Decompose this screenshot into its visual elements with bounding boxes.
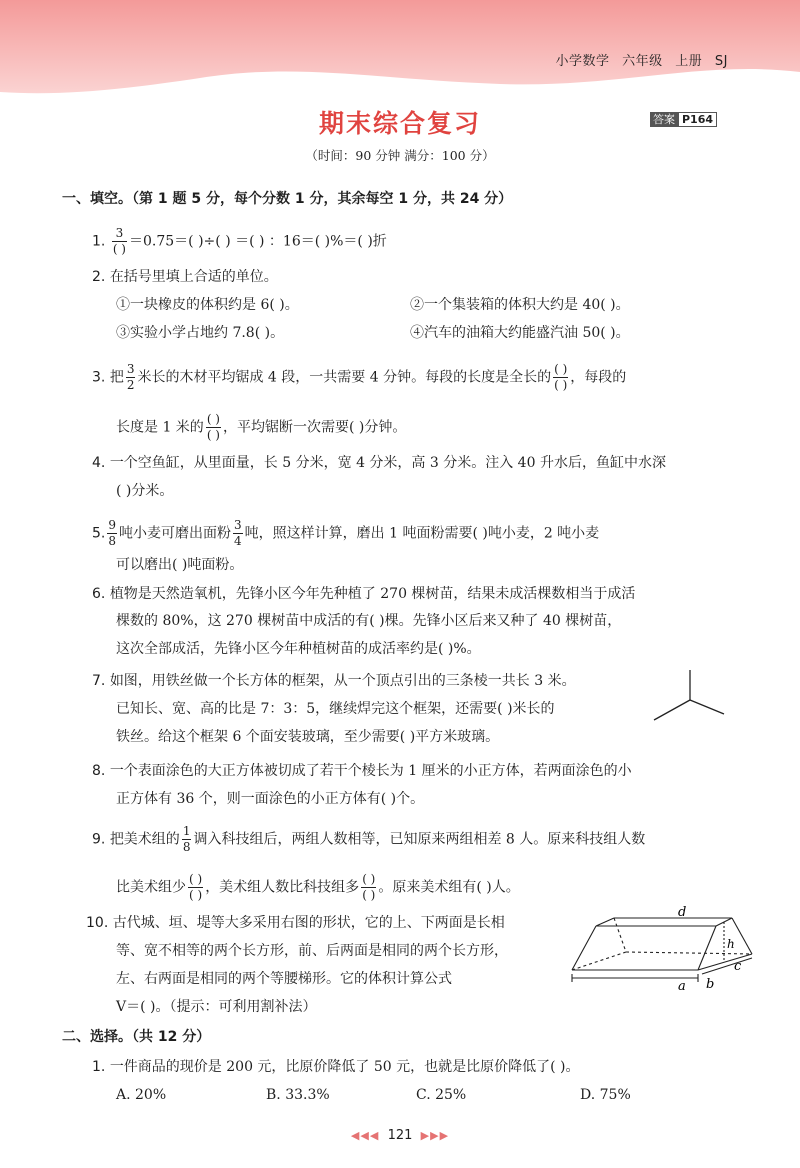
q3-text: 米长的木材平均锯成 4 段，一共需要 4 分钟。每段的长度是全长的 — [137, 369, 552, 386]
question-6-line3: 这次全部成活，先锋小区今年种植树苗的成活率约是( )%。 — [116, 641, 481, 657]
page-number: 121 — [387, 1128, 413, 1143]
q4-line1: 一个空鱼缸，从里面量，长 5 分米，宽 4 分米，高 3 分米。注入 40 升水后，鱼缸中水深 — [109, 455, 666, 471]
label-c: c — [734, 959, 742, 974]
q9-pre: 把美术组的 — [109, 831, 180, 848]
q-num: 7. — [92, 673, 106, 689]
q5-text2: 吨，照这样计算，磨出 1 吨面粉需要( )吨小麦，2 吨小麦 — [244, 525, 600, 542]
q2-item-3: ③实验小学占地约 7.8( )。 — [116, 325, 285, 341]
q9-text: 调入科技组后，两组人数相等，已知原来两组相差 8 人。原来科技组人数 — [193, 831, 646, 848]
question-4 — [92, 454, 666, 472]
fraction-blank — [206, 412, 221, 443]
question-9-line2 — [116, 872, 520, 903]
question-5 — [92, 518, 599, 549]
answer-label: 答案 — [650, 112, 678, 127]
q-num: 1. — [92, 233, 106, 250]
fraction-blank — [188, 872, 203, 903]
numerator: ( ) — [189, 872, 203, 886]
question-2 — [92, 268, 278, 286]
label-d: d — [678, 906, 687, 920]
page-footer — [0, 1128, 800, 1143]
question-5-line2: 可以磨出( )吨面粉。 — [116, 557, 244, 573]
q2-item-2: ②一个集装箱的体积大约是 40( )。 — [410, 297, 630, 313]
left-arrows-icon: ◀◀◀ — [350, 1129, 380, 1142]
q2-item-1: ①一块橡皮的体积约是 6( )。 — [116, 297, 299, 313]
fraction — [233, 518, 243, 549]
denominator: 8 — [108, 534, 116, 548]
q3-line2a: 长度是 1 米的 — [116, 419, 204, 436]
q10-line1: 古代城、垣、堤等大多采用右图的形状，它的上、下两面是长相 — [112, 915, 505, 931]
q9-line2b: ，美术组人数比科技组多 — [205, 879, 360, 896]
q-num: 8. — [92, 763, 106, 779]
answer-page: P164 — [678, 112, 717, 127]
q8-line1: 一个表面涂色的大正方体被切成了若干个棱长为 1 厘米的小正方体，若两面涂色的小 — [109, 763, 632, 779]
option-c: C. 25% — [416, 1087, 467, 1103]
question-10-line4: V＝( )。（提示：可利用割补法） — [116, 999, 317, 1015]
question-4-line2: ( )分米。 — [116, 483, 174, 499]
fraction-blank — [361, 872, 376, 903]
label-h: h — [727, 937, 735, 951]
header-info: 小学数学 六年级 上册 SJ — [555, 54, 728, 69]
q-num: 4. — [92, 455, 106, 471]
denominator: 8 — [182, 840, 191, 854]
question-6 — [92, 585, 635, 603]
question-7-line2: 已知长、宽、高的比是 7：3：5，继续焊完这个框架，还需要( )米长的 — [116, 701, 555, 717]
question-8 — [92, 762, 632, 780]
trapezoid-prism-figure — [566, 906, 756, 994]
question-7-line3: 铁丝。给这个框架 6 个面安装玻璃，至少需要( )平方米玻璃。 — [116, 729, 500, 745]
question-1 — [92, 226, 387, 257]
q5-text1: 吨小麦可磨出面粉 — [119, 525, 231, 542]
numerator: ( ) — [206, 412, 220, 426]
numerator: 3 — [126, 362, 135, 376]
question-10-line2: 等、宽不相等的两个长方形，前、后两面是相同的两个长方形， — [116, 943, 508, 959]
denominator: 4 — [234, 534, 242, 548]
question-3-line2 — [116, 412, 406, 443]
page-title: 期末综合复习 — [318, 109, 481, 138]
option-b: B. 33.3% — [266, 1087, 330, 1103]
q1-text: ＝0.75＝( )÷( ) ＝( ) ：16＝( )%＝( )折 — [129, 233, 387, 250]
q-num: 3. — [92, 369, 106, 386]
q-num: 6. — [92, 586, 106, 602]
q2-stem: 在括号里填上合适的单位。 — [109, 269, 278, 285]
q3-end: ，每段的 — [570, 369, 627, 386]
section-1-title: 一、填空。（第 1 题 5 分，每个分数 1 分，其余每空 1 分，共 24 分） — [62, 191, 513, 207]
right-arrows-icon: ▶▶▶ — [420, 1129, 450, 1142]
q-num: 5. — [92, 525, 106, 542]
question-7 — [92, 672, 576, 690]
denominator: ( ) — [189, 888, 203, 902]
q7-line1: 如图，用铁丝做一个长方体的框架，从一个顶点引出的三条棱一共长 3 米。 — [109, 673, 576, 689]
fraction — [112, 226, 127, 257]
q2-item-4: ④汽车的油箱大约能盛汽油 50( )。 — [410, 325, 630, 341]
q-num: 10. — [86, 915, 109, 931]
denominator: ( ) — [362, 888, 376, 902]
option-d: D. 75% — [580, 1087, 631, 1103]
numerator: 9 — [108, 518, 116, 532]
fraction — [182, 824, 192, 855]
question-3 — [92, 362, 626, 393]
option-a: A. 20% — [116, 1087, 167, 1103]
q6-line1: 植物是天然造氧机，先锋小区今年先种植了 270 棵树苗，结果未成活棵数相当于成活 — [109, 586, 636, 602]
label-a: a — [678, 979, 686, 994]
q-num: 2. — [92, 269, 106, 285]
question-9 — [92, 824, 645, 855]
numerator: ( ) — [554, 362, 568, 376]
question-10-line3: 左、右两面是相同的两个等腰梯形。它的体积计算公式 — [116, 971, 452, 987]
q-num: 9. — [92, 831, 106, 848]
s2q1-stem: 一件商品的现价是 200 元，比原价降低了 50 元，也就是比原价降低了( )。 — [109, 1059, 580, 1075]
denominator: 2 — [126, 378, 135, 392]
numerator: ( ) — [362, 872, 376, 886]
answer-ref — [650, 111, 717, 127]
numerator: 3 — [112, 226, 127, 242]
denominator: ( ) — [112, 242, 126, 256]
label-b: b — [706, 977, 715, 992]
question-8-line2: 正方体有 36 个，则一面涂色的小正方体有( )个。 — [116, 791, 425, 807]
q-num: 1. — [92, 1059, 106, 1075]
s2-question-1 — [92, 1058, 580, 1076]
fraction-blank — [553, 362, 568, 393]
fraction — [126, 362, 136, 393]
question-6-line2: 棵数的 80%，这 270 棵树苗中成活的有( )棵。先锋小区后来又种了 40 棵树苗， — [116, 613, 622, 629]
denominator: ( ) — [206, 428, 220, 442]
q3-pre: 把 — [109, 369, 124, 386]
q9-line2c: 。原来美术组有( )人。 — [378, 879, 520, 896]
q9-line2a: 比美术组少 — [116, 879, 186, 896]
fraction — [107, 518, 117, 549]
section-2-title: 二、选择。（共 12 分） — [62, 1029, 211, 1045]
numerator: 1 — [182, 824, 191, 838]
vertex-edges-figure — [650, 666, 730, 724]
q3-line2b: ，平均锯断一次需要( )分钟。 — [223, 419, 407, 436]
exam-info: （时间：90 分钟 满分：100 分） — [305, 148, 495, 163]
denominator: ( ) — [554, 378, 568, 392]
question-10 — [86, 914, 505, 932]
numerator: 3 — [234, 518, 242, 532]
